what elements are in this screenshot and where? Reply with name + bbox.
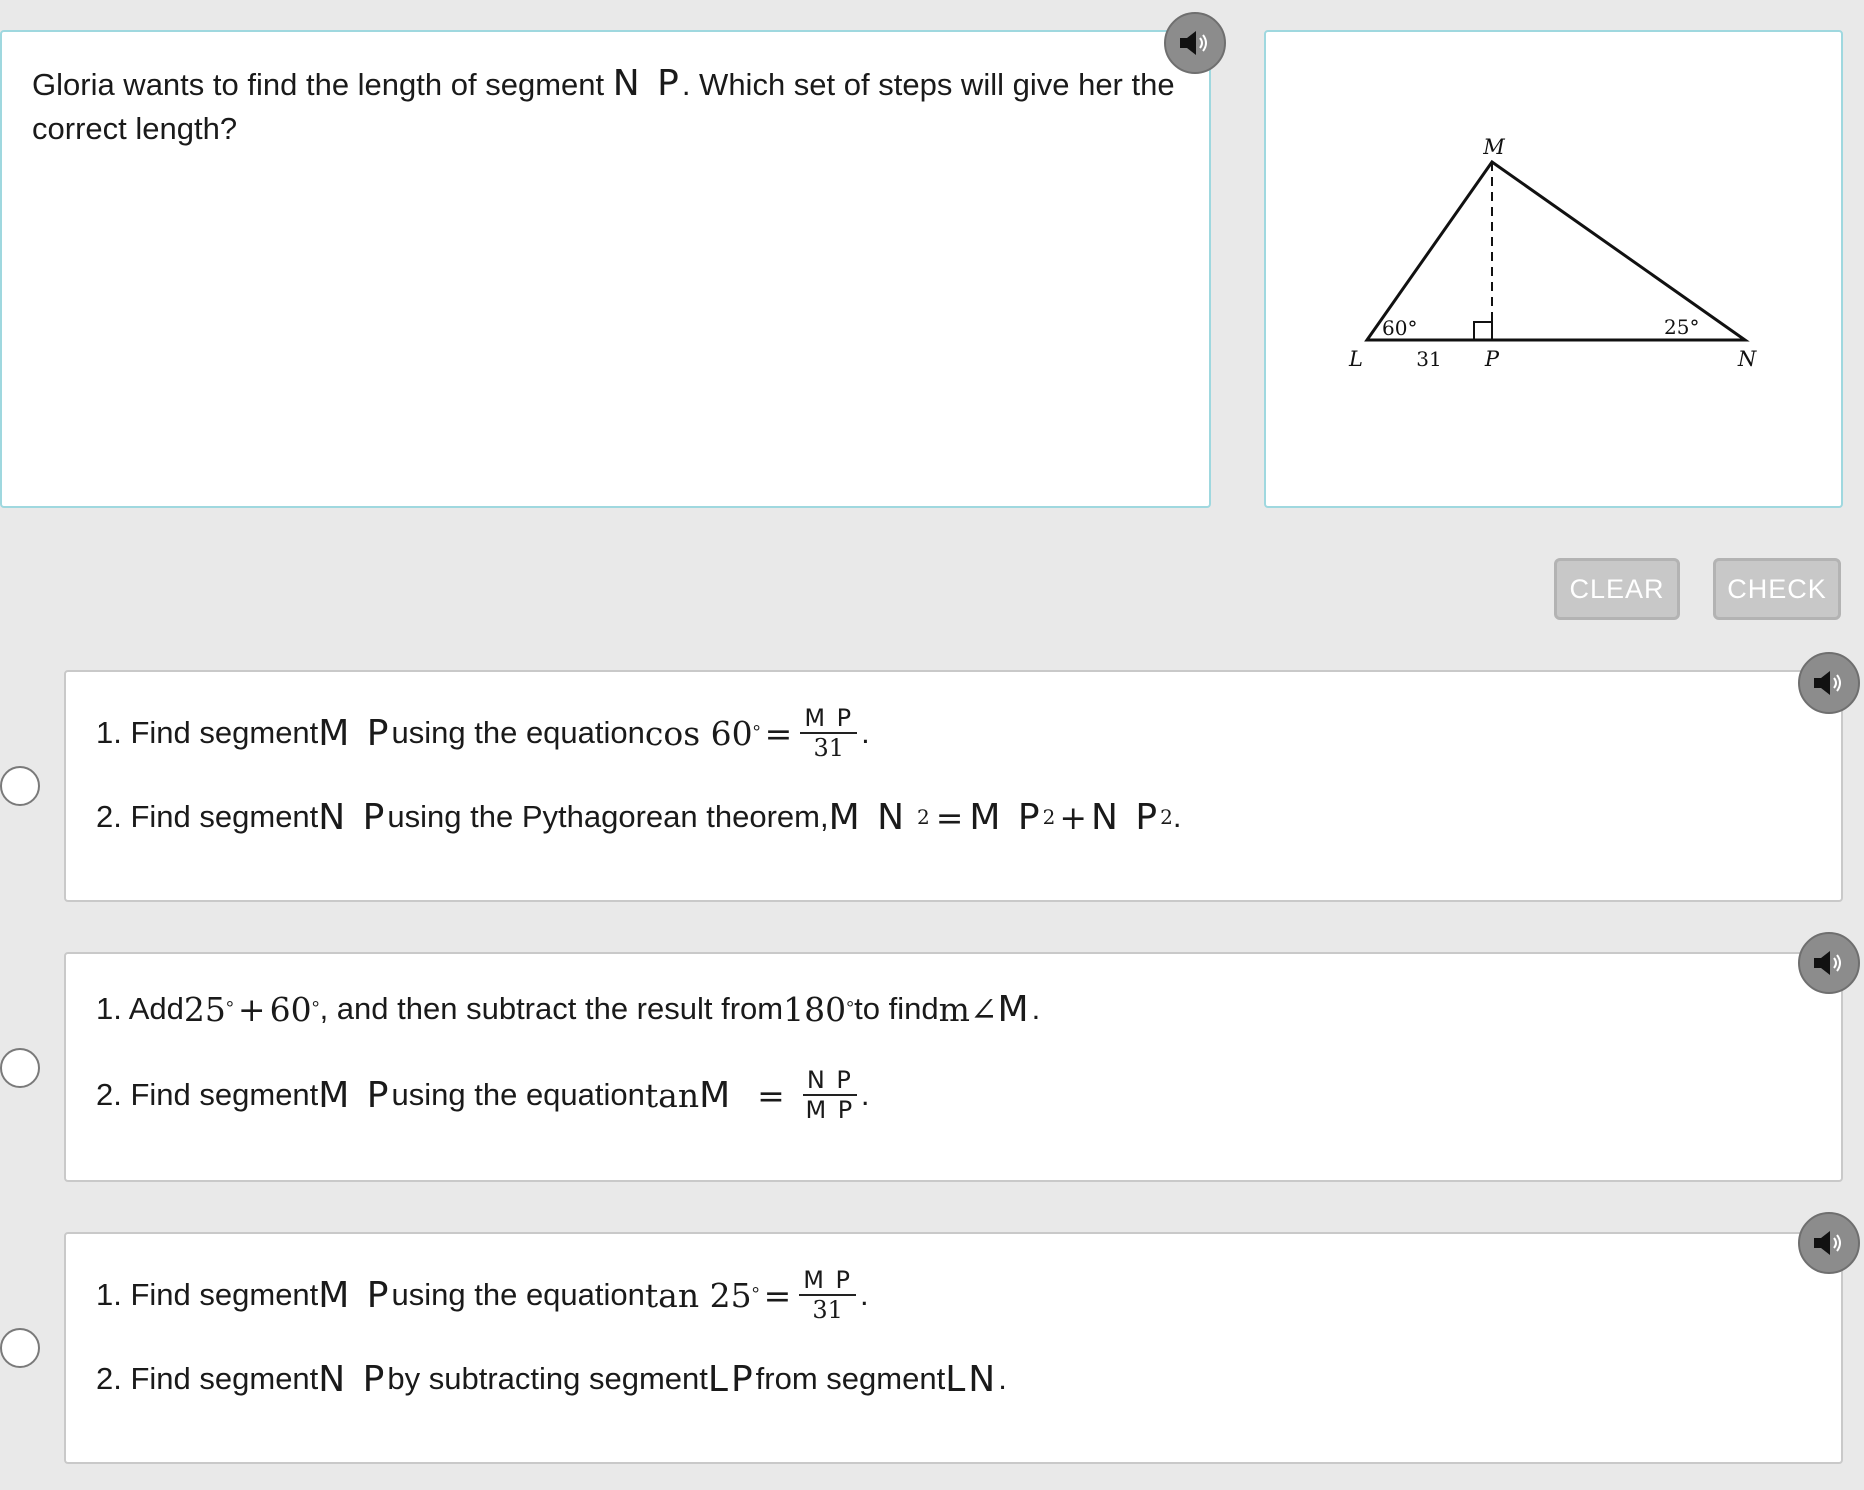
angle-180: 180 (783, 989, 847, 1029)
question-panel (0, 30, 1211, 508)
option-1-radio[interactable] (0, 766, 40, 806)
step-text: using the equation (391, 715, 645, 750)
step-text: , and then subtract the result from (319, 991, 784, 1026)
period: . (1172, 799, 1182, 834)
segment-ln: LN (945, 1358, 999, 1400)
segment-mp: M P (318, 1274, 392, 1316)
figure-panel (1264, 30, 1843, 508)
option-1-step-2 (96, 792, 1181, 842)
vertex-label-m: M (1483, 135, 1505, 159)
speaker-icon (1812, 669, 1846, 697)
vertex-label-n: N (1737, 347, 1757, 371)
step-prefix: 2. Find segment (96, 1077, 319, 1112)
cos-60-expression: cos 60 (644, 713, 753, 753)
segment-np: N P (1091, 796, 1161, 838)
option-3-step-2 (96, 1354, 1007, 1404)
step-prefix: 1. Add (96, 991, 184, 1026)
question-speaker-button[interactable] (1164, 12, 1226, 74)
vertex-m: M (699, 1074, 734, 1116)
answer-option-2[interactable] (64, 952, 1843, 1182)
fraction-np-over-mp (803, 1068, 857, 1122)
option-3-step-1 (96, 1260, 869, 1330)
step-prefix: 2. Find segment (96, 1361, 319, 1396)
plus-sign: + (1059, 797, 1088, 837)
segment-mp: M P (318, 712, 392, 754)
step-text: using the Pythagorean theorem, (387, 799, 829, 834)
angle-measure-symbol: m∠ (938, 989, 998, 1029)
fraction-mp-over-31 (800, 706, 857, 760)
segment-np: N P (318, 1358, 388, 1400)
exponent: 2 (1160, 805, 1173, 829)
fraction-mp-over-31 (799, 1268, 856, 1322)
fraction-denominator: 31 (813, 734, 844, 762)
step-text: by subtracting segment (387, 1361, 708, 1396)
tan-25-expression: tan 25 (644, 1275, 752, 1315)
option-2-radio[interactable] (0, 1048, 40, 1088)
equals-sign: = (764, 713, 793, 753)
segment-lp: LP (707, 1358, 756, 1400)
vertex-label-p: P (1484, 347, 1500, 371)
exponent: 2 (917, 805, 930, 829)
option-2-speaker-button[interactable] (1798, 932, 1860, 994)
step-prefix: 1. Find segment (96, 715, 319, 750)
answer-option-3[interactable] (64, 1232, 1843, 1464)
triangle-lmn (1367, 162, 1745, 340)
angle-60: 60 (269, 989, 312, 1029)
vertex-m: M (997, 988, 1032, 1030)
option-1-step-1 (96, 698, 870, 768)
step-text: using the equation (391, 1277, 645, 1312)
equals-sign: = (757, 1075, 785, 1115)
angle-n-label: 25° (1664, 315, 1700, 339)
option-3-radio[interactable] (0, 1328, 40, 1368)
question-text-start: Gloria wants to find the length of segment (32, 67, 613, 102)
degree-symbol: ° (311, 997, 320, 1020)
option-1-speaker-button[interactable] (1798, 652, 1860, 714)
equals-sign: = (763, 1275, 792, 1315)
length-lp-label: 31 (1416, 347, 1442, 371)
degree-symbol: ° (751, 1283, 760, 1306)
check-button[interactable]: CHECK (1713, 558, 1841, 620)
segment-np: N P (318, 796, 388, 838)
period: . (861, 715, 870, 750)
angle-25: 25 (183, 989, 226, 1029)
segment-mp: M P (318, 1074, 392, 1116)
fraction-numerator: N P (803, 1068, 857, 1096)
option-2-step-2 (96, 1060, 870, 1130)
question-text-end: . Which set of steps will give her the correct length? (32, 67, 1175, 146)
speaker-icon (1812, 1229, 1846, 1257)
period: . (860, 1277, 869, 1312)
answer-option-1[interactable] (64, 670, 1843, 902)
tan-function: tan (644, 1075, 700, 1115)
degree-symbol: ° (225, 997, 234, 1020)
speaker-icon (1812, 949, 1846, 977)
fraction-denominator: M P (805, 1096, 855, 1124)
angle-l-label: 60° (1382, 316, 1418, 340)
segment-mn: M N (828, 796, 908, 838)
period: . (998, 1361, 1007, 1396)
degree-symbol: ° (846, 997, 855, 1020)
step-prefix: 2. Find segment (96, 799, 319, 834)
step-prefix: 1. Find segment (96, 1277, 319, 1312)
degree-symbol: ° (752, 721, 761, 744)
step-text: from segment (755, 1361, 946, 1396)
option-2-step-1 (96, 984, 1040, 1034)
vertex-label-l: L (1349, 347, 1363, 371)
segment-mp: M P (969, 796, 1043, 838)
triangle-diagram (1266, 32, 1841, 506)
fraction-numerator: M P (800, 706, 857, 734)
period: . (1031, 991, 1041, 1026)
fraction-numerator: M P (799, 1268, 856, 1296)
fraction-denominator: 31 (812, 1296, 843, 1324)
right-angle-mark (1474, 322, 1492, 340)
period: . (860, 1077, 870, 1112)
speaker-icon (1178, 29, 1212, 57)
question-text (32, 62, 1182, 151)
exponent: 2 (1042, 805, 1056, 829)
clear-button[interactable]: CLEAR (1554, 558, 1680, 620)
segment-np: N P (612, 63, 682, 104)
step-text: to find (854, 991, 939, 1026)
plus-sign: + (237, 989, 266, 1029)
equals-sign: = (935, 797, 964, 837)
option-3-speaker-button[interactable] (1798, 1212, 1860, 1274)
step-text: using the equation (391, 1077, 645, 1112)
